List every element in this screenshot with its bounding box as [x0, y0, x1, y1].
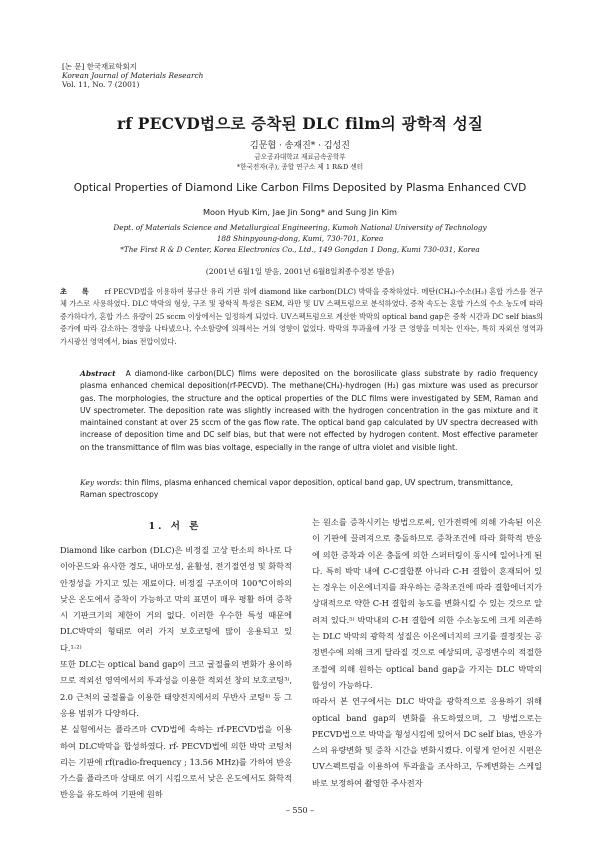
- english-abstract-label: Abstract: [80, 369, 116, 378]
- english-authors: Moon Hyub Kim, Jae Jin Song* and Sung Jin Kim: [202, 207, 397, 217]
- english-affiliation-line: *The First R & D Center, Korea Electronics Co., Ltd., 149 Gongdan 1 Dong, Kumi 730-031, Korea: [120, 245, 480, 254]
- body-column-right: [312, 514, 542, 791]
- korean-affiliation: [0, 153, 600, 172]
- english-affiliation-line: Dept. of Materials Science and Metallurgical Engineering, Kumoh National University of Technology: [113, 223, 487, 232]
- journal-name-korean: [논 문] 한국재료학회지: [62, 62, 137, 71]
- body-paragraph: 또한 DLC는 optical band gap이 크고 굴절률의 변화가 용이하므로 적외선 영역에서의 투과성을 이용한 적외선 창의 보호코팅³⁾, 2.0 근처의 굴절률을 이용한 태양전지에서의 무반사 코팅⁴⁾ 등 그 응용 범위가 다양하다.: [60, 659, 292, 718]
- korean-abstract-text: rf PECVD법을 이용하여 붕규산 유리 기판 위에 diamond like carbon(DLC) 박막을 증착하였다. 메탄(CH₄)-수소(H₂) 혼합 가스를 전구체 가스로 사용하였다. DLC 박막의 형상, 구조 및 광학적 특성은 SEM, 라만 및 UV 스펙트럼으로 분석하였다. 증착 속도는 혼합 가스의 수소 농도에 따라 증가하다가, 혼합 가스 유량이 25 sccm 이상에서는 일정하게 되었다. UV스펙트럼으로 계산한 박막의 optical band gap은 증착 시간과 DC self bias의 증가에 따라 감소하는 경향을 나타냈으나, 수소함량에 의해서는 거의 영향이 없었다. 박막의 투과율에 가장 큰 영향을 미치는 인자는, 특히 자외선 영역과 가시광선 영역에서, bias 전압이었다.: [60, 287, 543, 346]
- body-paragraph: 는 원소를 증착시키는 방법으로써, 인가전력에 의해 가속된 이온이 기판에 끌려져으로 충돌하므로 증착조건에 따라 화학적 반응에 의한 증착과 이온 충돌에 의한 스퍼터링이 동시에 일어나게 된다. 특히 박막 내에 C-C결합뿐 아니라 C-H 결합이 혼재되어 있는 경우는 이온에너지를 좌우하는 증착조건에 따라 결합에너지가 상대적으로 약한 C-H 결합의 농도를 변화시킬 수 있는 것으로 알려져 있다.⁵⁾ 박막내의 C-H 결합에 의한 수소농도에 크게 의존하는 DLC 박막의 광학적 성질은 이온에너지의 크기를 결정짓는 공정변수에 의해 크게 달라질 것으로 예상되며, 공정변수의 적절한 조절에 의해 원하는 optical band gap을 가지는 DLC 박막의 합성이 가능하다.: [312, 517, 542, 690]
- korean-abstract-label: 초 록: [60, 287, 95, 296]
- journal-name-english: Korean Journal of Materials Research: [62, 71, 204, 80]
- section-heading-introduction: 1. 서 론: [148, 521, 202, 532]
- body-paragraph: 본 실험에서는 플라즈마 CVD법에 속하는 rf-PECVD법을 이용하여 DLC박막을 합성하였다. rf- PECVD법에 의한 박막 코팅처리는 기판에 rf(radio-frequency ; 13.56 MHz)를 가하여 반응가스를 플라즈마 상태로 여기 시킴으로서 낮은 온도에서도 화학적 반응을 유도하여 기판에 원하: [60, 724, 292, 800]
- journal-volume: Vol. 11, No. 7 (2001): [62, 80, 140, 89]
- page-number: – 550 –: [285, 806, 315, 815]
- body-paragraph: Diamond like carbon (DLC)은 비정질 고상 탄소의 하나로 다이아몬드와 유사한 경도, 내마모성, 윤활성, 전기절연성 및 화학적 안정성을 가지고 있는 재료이다. 비정질 구조이며 100℃이하의 낮은 온도에서 증착이 가능하고 막의 표면이 매우 평활 하며 증착 시 기판크기의 제한이 거의 없다. 이러한 우수한 특성 때문에 DLC박막의 형태로 여러 가지 보호코팅에 많이 응용되고 있다.¹·²⁾: [60, 545, 292, 653]
- korean-affiliation-line: *한국전자(주), 종합 연구소 제 1 R&D 센터: [236, 162, 364, 171]
- english-title: Optical Properties of Diamond Like Carbon Films Deposited by Plasma Enhanced CVD: [73, 182, 527, 194]
- journal-header: [62, 62, 203, 89]
- korean-abstract: [60, 286, 543, 348]
- english-affiliation-line: 188 Shinpyoung-dong, Kumi, 730-701, Korea: [216, 234, 384, 243]
- english-abstract-text: A diamond-like carbon(DLC) films were deposited on the borosilicate glass substrate by radio frequency plasma enhanced chemical deposition(rf-PECVD). The methane(CH₄)-hydrogen (H₂) gas mixture was used as precursor gas. The morphologies, the structure and the optical properties of the DLC films were investigated by SEM, Raman and UV spectrometer. The deposition rate was slightly increased with the hydrogen concentration in the gas mixture and it maintained constant at over 25 sccm of the gas flow rate. The optical band gap calculated by UV spectra decreased with increase of deposition time and DC self bias, but that were not effected by hydrogen content. Most effective parameter on the transmittance of film was bias voltage, especially in the range of ultra violet and visible light.: [80, 369, 538, 452]
- keywords-label: Key words: [80, 478, 120, 487]
- body-column-left: [60, 542, 292, 803]
- korean-authors: 김문협 · 송재진* · 김성진: [250, 141, 350, 151]
- english-affiliation: [0, 222, 600, 255]
- korean-affiliation-line: 금오공과대학교 재료금속공학부: [254, 153, 346, 161]
- body-paragraph: 따라서 본 연구에서는 DLC 박막을 광학적으로 응용하기 위해 optical band gap의 변화를 유도하였으며, 그 방법으로는 PECVD법으로 박막을 형성시킴에 있어서 DC self bias, 반응가스의 유량변화 및 증착 시간을 변화시켰다. 이렇게 얻어진 시편은 UV스펙트럼을 이용하여 투과율을 조사하고, 두께변화는 스케일 바로 보정하여 촬영한 주사전자: [312, 696, 542, 788]
- korean-title: rf PECVD법으로 증착된 DLC film의 광학적 성질: [116, 114, 484, 133]
- received-dates: (2001년 6월1일 받음, 2001년 6월8일최종수정본 받음): [205, 267, 395, 276]
- keywords-text: : thin films, plasma enhanced chemical vapor deposition, optical band gap, UV spectrum, transmittance, Raman spectroscopy: [80, 478, 513, 499]
- english-abstract: [80, 368, 538, 454]
- keywords: [80, 477, 540, 500]
